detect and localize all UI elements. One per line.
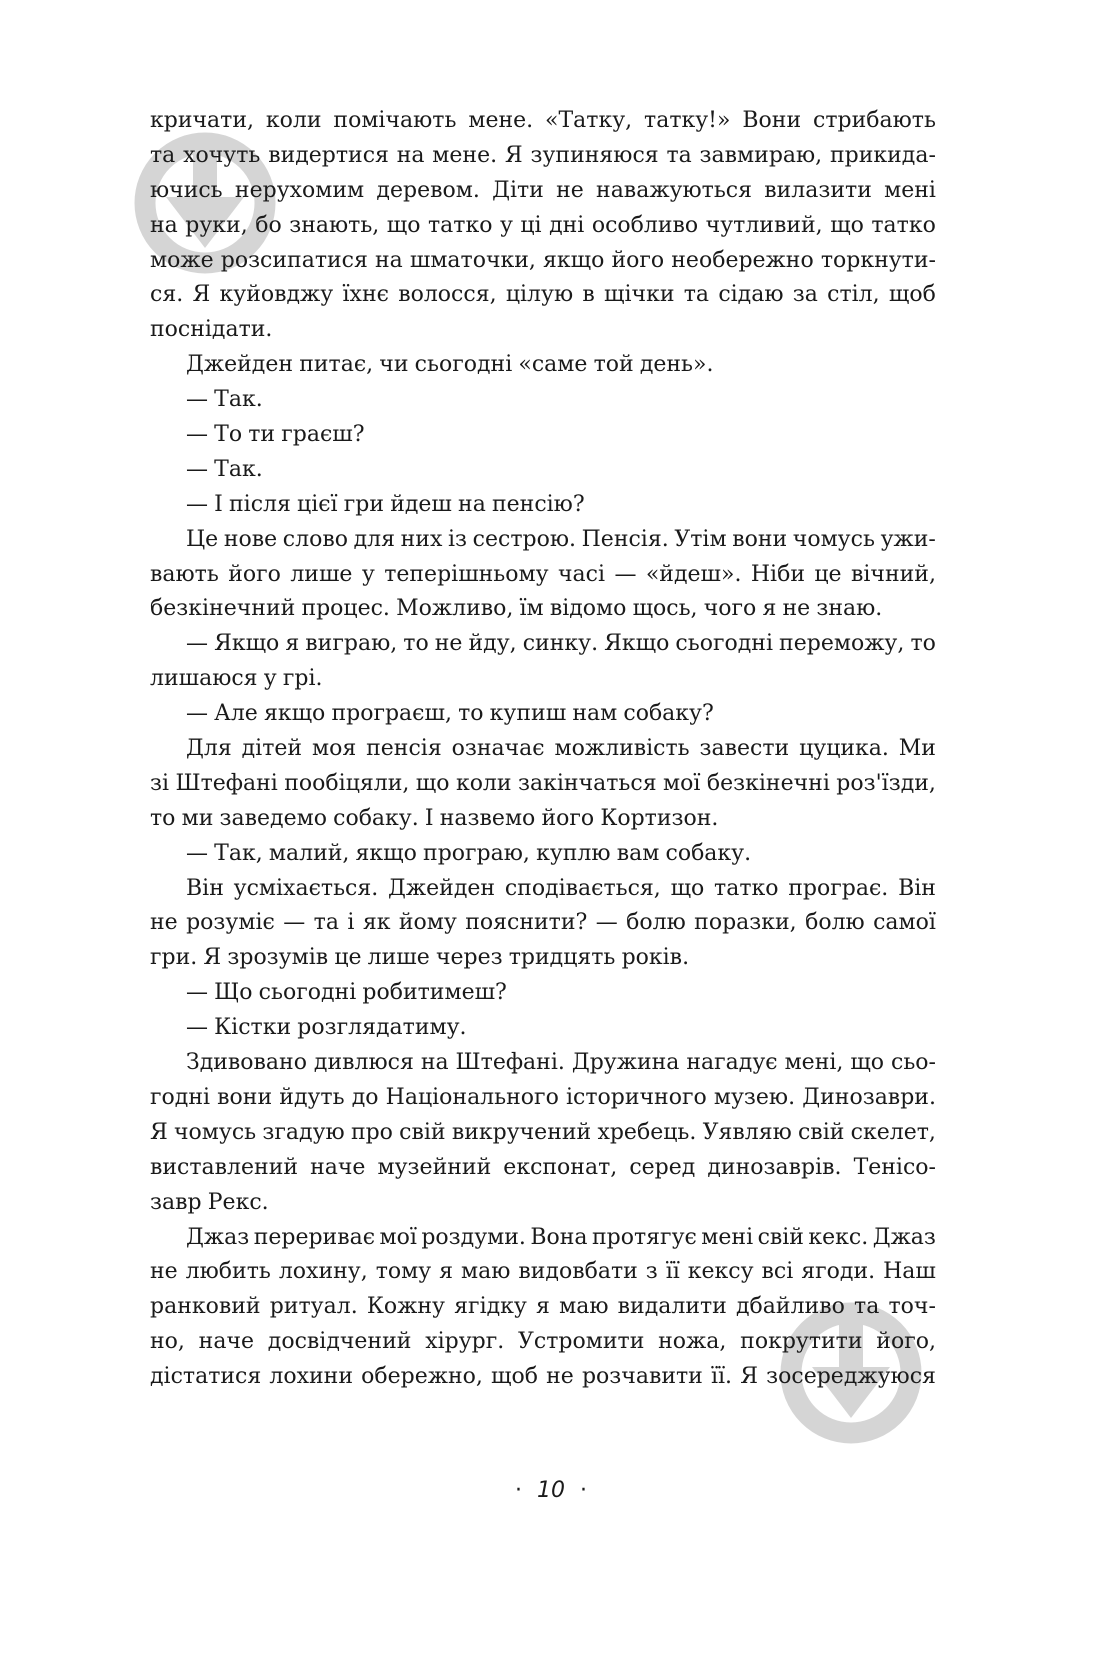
text-line: виставлений наче музейний експонат, серед динозаврів. Тенісо- (150, 1154, 936, 1180)
text-line: Я чомусь згадую про свій викручений хребець. Уявляю свій скелет, (150, 1119, 936, 1145)
text-line: Здивовано дивлюся на Штефані. Дружина нагадує мені, що сьо- (186, 1050, 936, 1076)
text-line: Джаз перериває мої роздуми. Вона протягує мені свій кекс. Джаз (186, 1224, 936, 1250)
page-number (0, 1478, 1102, 1503)
text-line: Для дітей моя пенсія означає можливість завести цуцика. Ми (186, 736, 936, 762)
text-line: — То ти граєш? (186, 422, 365, 448)
text-line: — Так. (186, 456, 263, 482)
text-line: безкінечний процес. Можливо, їм відомо щось, чого я не знаю. (150, 596, 883, 622)
text-line: — І після цієї гри йдеш на пенсію? (186, 491, 585, 517)
text-line: лишаюся у грі. (150, 666, 323, 692)
text-line: то ми заведемо собаку. І назвемо його Кортизон. (150, 805, 719, 831)
text-line: Це нове слово для них із сестрою. Пенсія. Утім вони чомусь ужи- (186, 526, 936, 552)
page-number-value: 10 (537, 1478, 565, 1503)
text-line: ранковий ритуал. Кожну ягідку я маю видалити дбайливо та точ- (150, 1294, 936, 1320)
folio-dot-right: · (580, 1478, 587, 1503)
text-line: годні вони йдуть до Національного історичного музею. Динозаври. (150, 1084, 936, 1110)
text-line: кричати, коли помічають мене. «Татку, татку!» Вони стрибають (150, 108, 936, 133)
text-line: — Що сьогодні робитимеш? (186, 980, 507, 1006)
text-line: — Якщо я виграю, то не йду, синку. Якщо сьогодні переможу, то (186, 631, 936, 657)
text-line: поснідати. (150, 317, 273, 343)
text-line: вають його лише у теперішньому часі — «йдеш». Ніби це вічний, (150, 561, 936, 587)
text-line: ючись нерухомим деревом. Діти не наважуються вилазити мені (150, 177, 936, 203)
text-line: — Кістки розглядатиму. (186, 1015, 467, 1041)
folio-dot-left: · (515, 1478, 522, 1503)
text-line: — Але якщо програєш, то купиш нам собаку? (186, 701, 714, 727)
text-line: завр Рекс. (150, 1189, 269, 1215)
text-line: Джейден питає, чи сьогодні «саме той день». (186, 352, 714, 378)
text-line: зі Штефані пообіцяли, що коли закінчаться мої безкінечні роз'їзди, (150, 770, 936, 796)
text-line: на руки, бо знають, що татко у ці дні особливо чутливий, що татко (150, 212, 936, 238)
text-line: гри. Я зрозумів це лише через тридцять років. (150, 945, 690, 971)
text-line: ся. Я куйовджу їхнє волосся, цілую в щічки та сідаю за стіл, щоб (150, 282, 936, 308)
page-text (150, 104, 936, 1395)
text-line: може розсипатися на шматочки, якщо його необережно торкнути- (150, 247, 936, 273)
text-line: не любить лохину, тому я маю видовбати з її кексу всі ягоди. Наш (150, 1259, 936, 1285)
text-line: — Так, малий, якщо програю, куплю вам собаку. (186, 840, 752, 866)
text-line: Він усміхається. Джейден сподівається, що татко програє. Він (186, 875, 936, 901)
text-line: не розуміє — та і як йому пояснити? — болю поразки, болю самої (150, 910, 936, 936)
text-line: — Так. (186, 387, 263, 413)
text-line: дістатися лохини обережно, щоб не розчавити її. Я зосереджуюся (150, 1364, 936, 1390)
text-line: та хочуть видертися на мене. Я зупиняюся та завмираю, прикида- (150, 142, 936, 168)
text-line: но, наче досвідчений хірург. Устромити ножа, покрутити його, (150, 1329, 936, 1355)
